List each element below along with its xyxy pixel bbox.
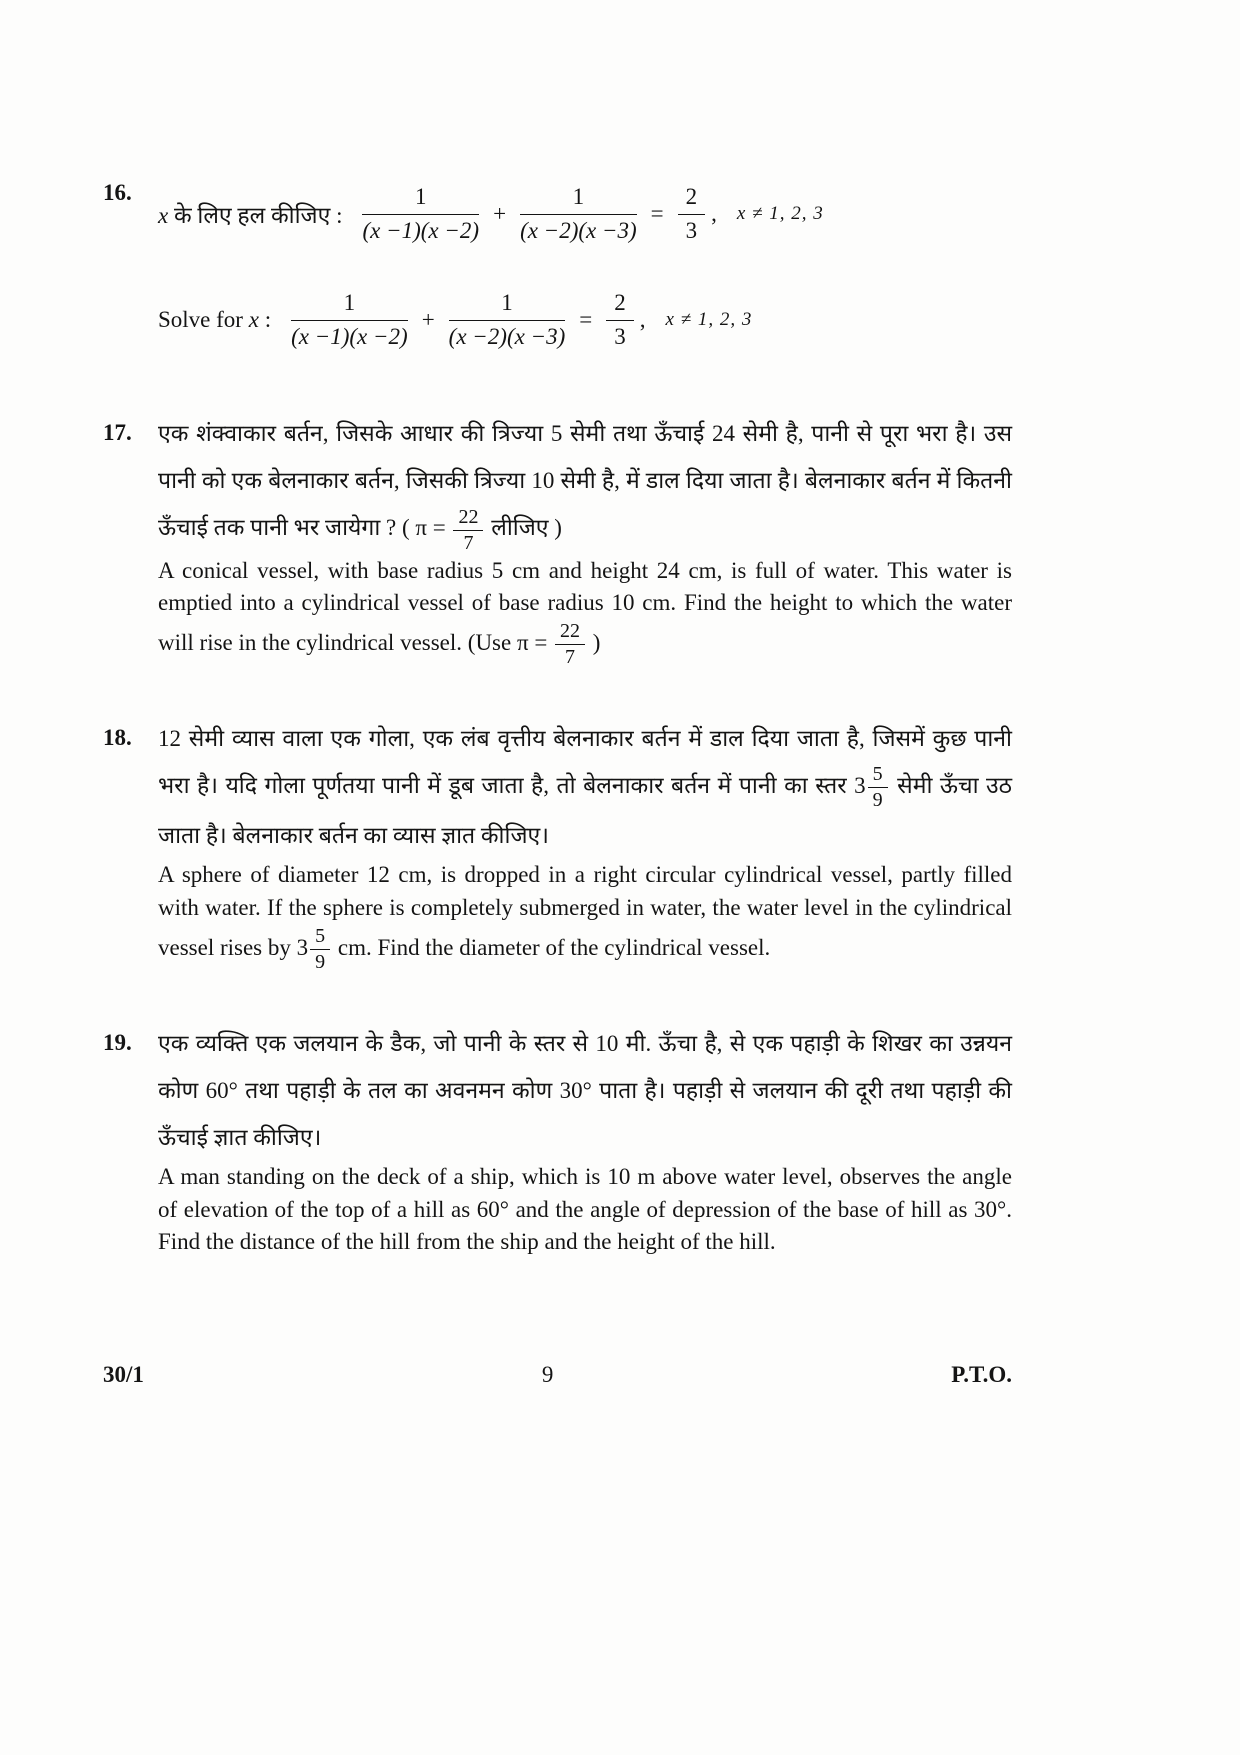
fraction-numerator: 5 <box>868 763 888 788</box>
fraction-numerator: 1 <box>520 183 637 215</box>
pi-fraction <box>555 620 585 669</box>
q16-english-post: : <box>258 307 272 332</box>
q16-english-pre: Solve for <box>158 307 249 332</box>
q17-hindi-post: लीजिए ) <box>485 515 562 541</box>
fraction-2 <box>449 289 566 352</box>
fraction-numerator: 1 <box>362 183 479 215</box>
q17-english-pre: A conical vessel, with base radius 5 cm and height 24 cm, is full of water. This water is emptied into a cylindrical vessel of base radius 10 cm. Find the height to which the water will rise in the cylindrical vessel. (Use π = <box>158 557 1012 655</box>
q17-english-text <box>158 555 1012 669</box>
fraction-3 <box>678 183 706 246</box>
fraction-denominator: (x −2)(x −3) <box>520 217 637 243</box>
question-16-number: 16. <box>103 180 132 205</box>
q18-hindi-post: सेमी ऊँचा उठ जाता है। बेलनाकार बर्तन का व्यास ज्ञात कीजिए। <box>158 772 1012 849</box>
fraction-numerator: 22 <box>453 506 483 531</box>
question-19-body <box>158 1020 1012 1259</box>
paper-code: 30/1 <box>103 1362 144 1387</box>
q16-hindi-text: के लिए हल कीजिए : <box>168 203 343 228</box>
math-var-x: x <box>158 203 169 228</box>
domain-condition: x ≠ 1, 2, 3 <box>736 203 824 224</box>
q18-hindi-text <box>158 715 1012 860</box>
q18-english-post: cm. Find the diameter of the cylindrical vessel. <box>332 934 771 960</box>
question-17-body <box>158 410 1012 669</box>
question-19 <box>103 1020 1012 1259</box>
question-19-number: 19. <box>103 1029 132 1055</box>
plus-operator: + <box>421 307 435 332</box>
fraction-2 <box>520 183 637 246</box>
domain-condition: x ≠ 1, 2, 3 <box>665 309 753 330</box>
pi-fraction <box>453 506 483 555</box>
plus-operator: + <box>493 201 507 226</box>
q16-english-line <box>158 276 1012 364</box>
q16-english-prompt <box>158 307 271 333</box>
fraction-numerator: 1 <box>291 289 408 321</box>
math-var-x: x <box>248 307 259 332</box>
q16-equation-hindi <box>362 183 835 246</box>
fraction-3 <box>606 289 634 352</box>
fraction-numerator: 5 <box>310 925 330 950</box>
fraction-1 <box>362 183 479 246</box>
fraction-denominator: (x −1)(x −2) <box>362 217 480 243</box>
fraction-denominator: 9 <box>315 950 326 973</box>
q19-english-text: A man standing on the deck of a ship, which is 10 m above water level, observes the angle of elevation of the top of a hill as 60° and the angle of depression of the base of hill as 30°. Find the distance of the hill from the ship and the height of the hill. <box>158 1164 1012 1255</box>
q17-hindi-pre: एक शंक्वाकार बर्तन, जिसके आधार की त्रिज्या 5 सेमी तथा ऊँचाई 24 सेमी है, पानी से पूरा भरा है। उस पानी को एक बेलनाकार बर्तन, जिसकी त्रिज्या 10 सेमी है, में डाल दिया जाता है। बेलनाकार बर्तन में कितनी ऊँचाई तक पानी भर जायेगा ? ( π = <box>158 421 1012 541</box>
question-18-body <box>158 715 1012 974</box>
fraction-1 <box>291 289 408 352</box>
equals-sign: = <box>579 307 593 332</box>
question-17-number: 17. <box>103 420 132 445</box>
question-17 <box>103 410 1012 669</box>
question-16-body <box>158 170 1012 364</box>
q18-english-text <box>158 859 1012 973</box>
fraction-numerator: 22 <box>555 620 585 645</box>
question-16 <box>103 170 1012 364</box>
pto-label: P.T.O. <box>951 1362 1012 1387</box>
page-number: 9 <box>541 1362 554 1387</box>
fraction-denominator: (x −2)(x −3) <box>448 323 566 349</box>
fraction-denominator: 7 <box>565 645 576 668</box>
q19-hindi-text: एक व्यक्ति एक जलयान के डैक, जो पानी के स्तर से 10 मी. ऊँचा है, से एक पहाड़ी के शिखर का उन्नयन कोण 60° तथा पहाड़ी के तल का अवनमन कोण 30° पाता है। पहाड़ी से जलयान की दूरी तथा पहाड़ी की ऊँचाई ज्ञात कीजिए। <box>158 1030 1012 1150</box>
fraction-denominator: 9 <box>872 789 883 812</box>
q16-hindi-prompt <box>158 198 342 230</box>
fraction-numerator: 1 <box>449 289 566 321</box>
q16-equation-english <box>291 289 764 352</box>
question-18 <box>103 715 1012 974</box>
question-18-number: 18. <box>103 724 132 750</box>
fraction-denominator: 3 <box>685 217 698 243</box>
comma: , <box>639 307 646 332</box>
fraction-denominator: (x −1)(x −2) <box>291 323 408 349</box>
q17-hindi-text <box>158 410 1012 555</box>
page-footer <box>103 1362 1012 1388</box>
fraction-numerator: 2 <box>678 183 706 215</box>
fraction-denominator: 7 <box>463 531 474 554</box>
q17-english-post: ) <box>587 629 601 655</box>
equals-sign: = <box>650 201 664 226</box>
q16-hindi-line <box>158 170 1012 258</box>
mixed-number-fraction <box>310 925 330 974</box>
q18-english-pre: A sphere of diameter 12 cm, is dropped in a right circular cylindrical vessel, partly filled with water. If the sphere is completely submerged in water, the water level in the cylindrical vessel rises by 3 <box>158 862 1012 960</box>
q18-hindi-pre: 12 सेमी व्यास वाला एक गोला, एक लंब वृत्तीय बेलनाकार बर्तन में डाल दिया जाता है, जिसमें कुछ पानी भरा है। यदि गोला पूर्णतया पानी में डूब जाता है, तो बेलनाकार बर्तन में पानी का स्तर 3 <box>158 725 1012 798</box>
mixed-number-fraction <box>868 763 888 812</box>
fraction-numerator: 2 <box>606 289 634 321</box>
fraction-denominator: 3 <box>614 323 626 349</box>
comma: , <box>711 201 717 226</box>
